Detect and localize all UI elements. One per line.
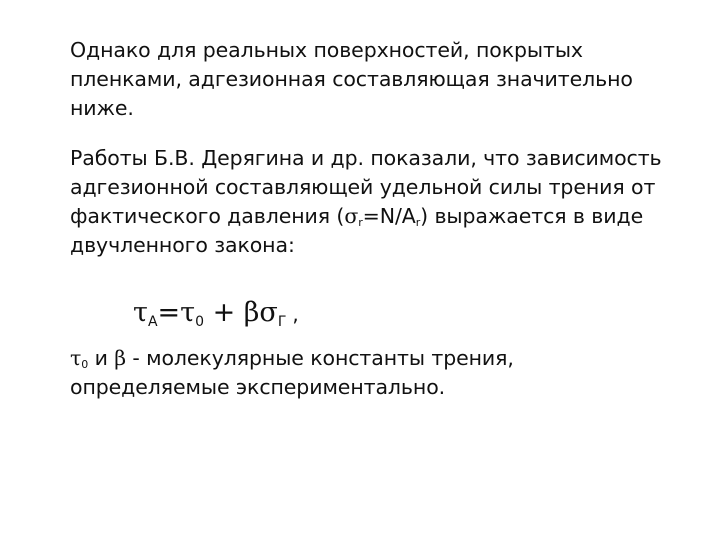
conjunction-and: и bbox=[88, 346, 115, 370]
paragraph-2-text: Работы Б.В. Дерягина и др. показали, что зависимость адгезионной составляющей удельной силы трения от фактического давления bbox=[70, 146, 662, 228]
beta-symbol: β bbox=[243, 297, 260, 328]
tau-symbol: τ bbox=[133, 297, 148, 328]
sigma-g-symbol: σ bbox=[259, 297, 278, 328]
paragraph-adhesion-films bbox=[70, 36, 670, 123]
subscript-zero-inline: 0 bbox=[81, 358, 89, 371]
subscript-g: Г bbox=[277, 314, 287, 330]
subscript-zero: 0 bbox=[195, 314, 204, 330]
plus-sign: + bbox=[204, 297, 244, 328]
paragraph-1-text: Однако для реальных поверхностей, покрытых пленками, адгезионная составляющая значительно ниже. bbox=[70, 38, 633, 120]
sigma-symbol: σ bbox=[344, 204, 359, 228]
paragraph-deryagin-works bbox=[70, 144, 670, 260]
paragraph-2-tail: ) выражается в виде двучленного закона: bbox=[70, 204, 644, 257]
subscript-a: A bbox=[147, 314, 158, 330]
tau-symbol-inline: τ bbox=[70, 346, 82, 370]
tau-zero-symbol: τ bbox=[180, 297, 196, 328]
subscript-r: r bbox=[358, 216, 363, 229]
paren-open: ( bbox=[336, 204, 345, 228]
pressure-expression: =N/A bbox=[362, 204, 416, 228]
friction-law-formula bbox=[133, 296, 299, 331]
equals-sign: = bbox=[157, 297, 181, 328]
beta-symbol-inline: β bbox=[114, 346, 126, 370]
formula-comma: , bbox=[292, 302, 299, 326]
paragraph-3-text: - молекулярные константы трения, определяемые экспериментально. bbox=[70, 346, 514, 399]
paragraph-constants bbox=[70, 344, 670, 402]
subscript-r-area: r bbox=[415, 216, 421, 229]
